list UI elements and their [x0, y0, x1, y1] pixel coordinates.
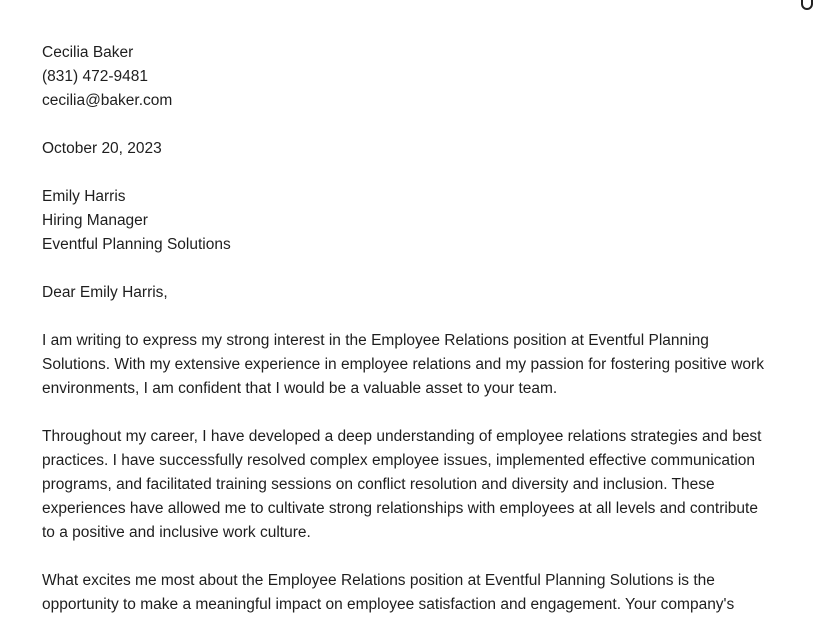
letter-date: October 20, 2023	[42, 140, 162, 157]
paragraph-line: opportunity to make a meaningful impact on employee satisfaction and engagement. Your company's	[42, 596, 735, 613]
salutation-block	[42, 281, 802, 305]
paragraph-line: I am writing to express my strong interest in the Employee Relations position at Eventful Planning	[42, 332, 709, 349]
paragraph-3	[42, 569, 802, 617]
paragraph-line: Throughout my career, I have developed a deep understanding of employee relations strategies and best	[42, 428, 762, 445]
salutation: Dear Emily Harris,	[42, 284, 168, 301]
paragraph-line: Solutions. With my extensive experience in employee relations and my passion for fostering positive work	[42, 356, 764, 373]
sender-block	[42, 41, 802, 113]
recipient-company: Eventful Planning Solutions	[42, 236, 231, 253]
date-block	[42, 137, 802, 161]
paragraph-2	[42, 425, 802, 545]
sender-phone: (831) 472-9481	[42, 68, 148, 85]
recipient-block	[42, 185, 802, 257]
paragraph-line: to a positive and inclusive work culture.	[42, 524, 311, 541]
sender-name: Cecilia Baker	[42, 44, 134, 61]
recipient-name: Emily Harris	[42, 188, 126, 205]
cover-letter	[42, 41, 802, 620]
recipient-title: Hiring Manager	[42, 212, 148, 229]
paragraph-line: What excites me most about the Employee Relations position at Eventful Planning Solutions is the	[42, 572, 715, 589]
paragraph-line: programs, and facilitated training sessions on conflict resolution and diversity and inclusion. These	[42, 476, 715, 493]
partial-glyph-icon	[800, 0, 814, 12]
paragraph-1	[42, 329, 802, 401]
paragraph-line: practices. I have successfully resolved complex employee issues, implemented effective communication	[42, 452, 756, 469]
paragraph-line: experiences have allowed me to cultivate strong relationships with employees at all levels and contribute	[42, 500, 758, 517]
sender-email: cecilia@baker.com	[42, 92, 173, 109]
paragraph-line: environments, I am confident that I would be a valuable asset to your team.	[42, 380, 558, 397]
